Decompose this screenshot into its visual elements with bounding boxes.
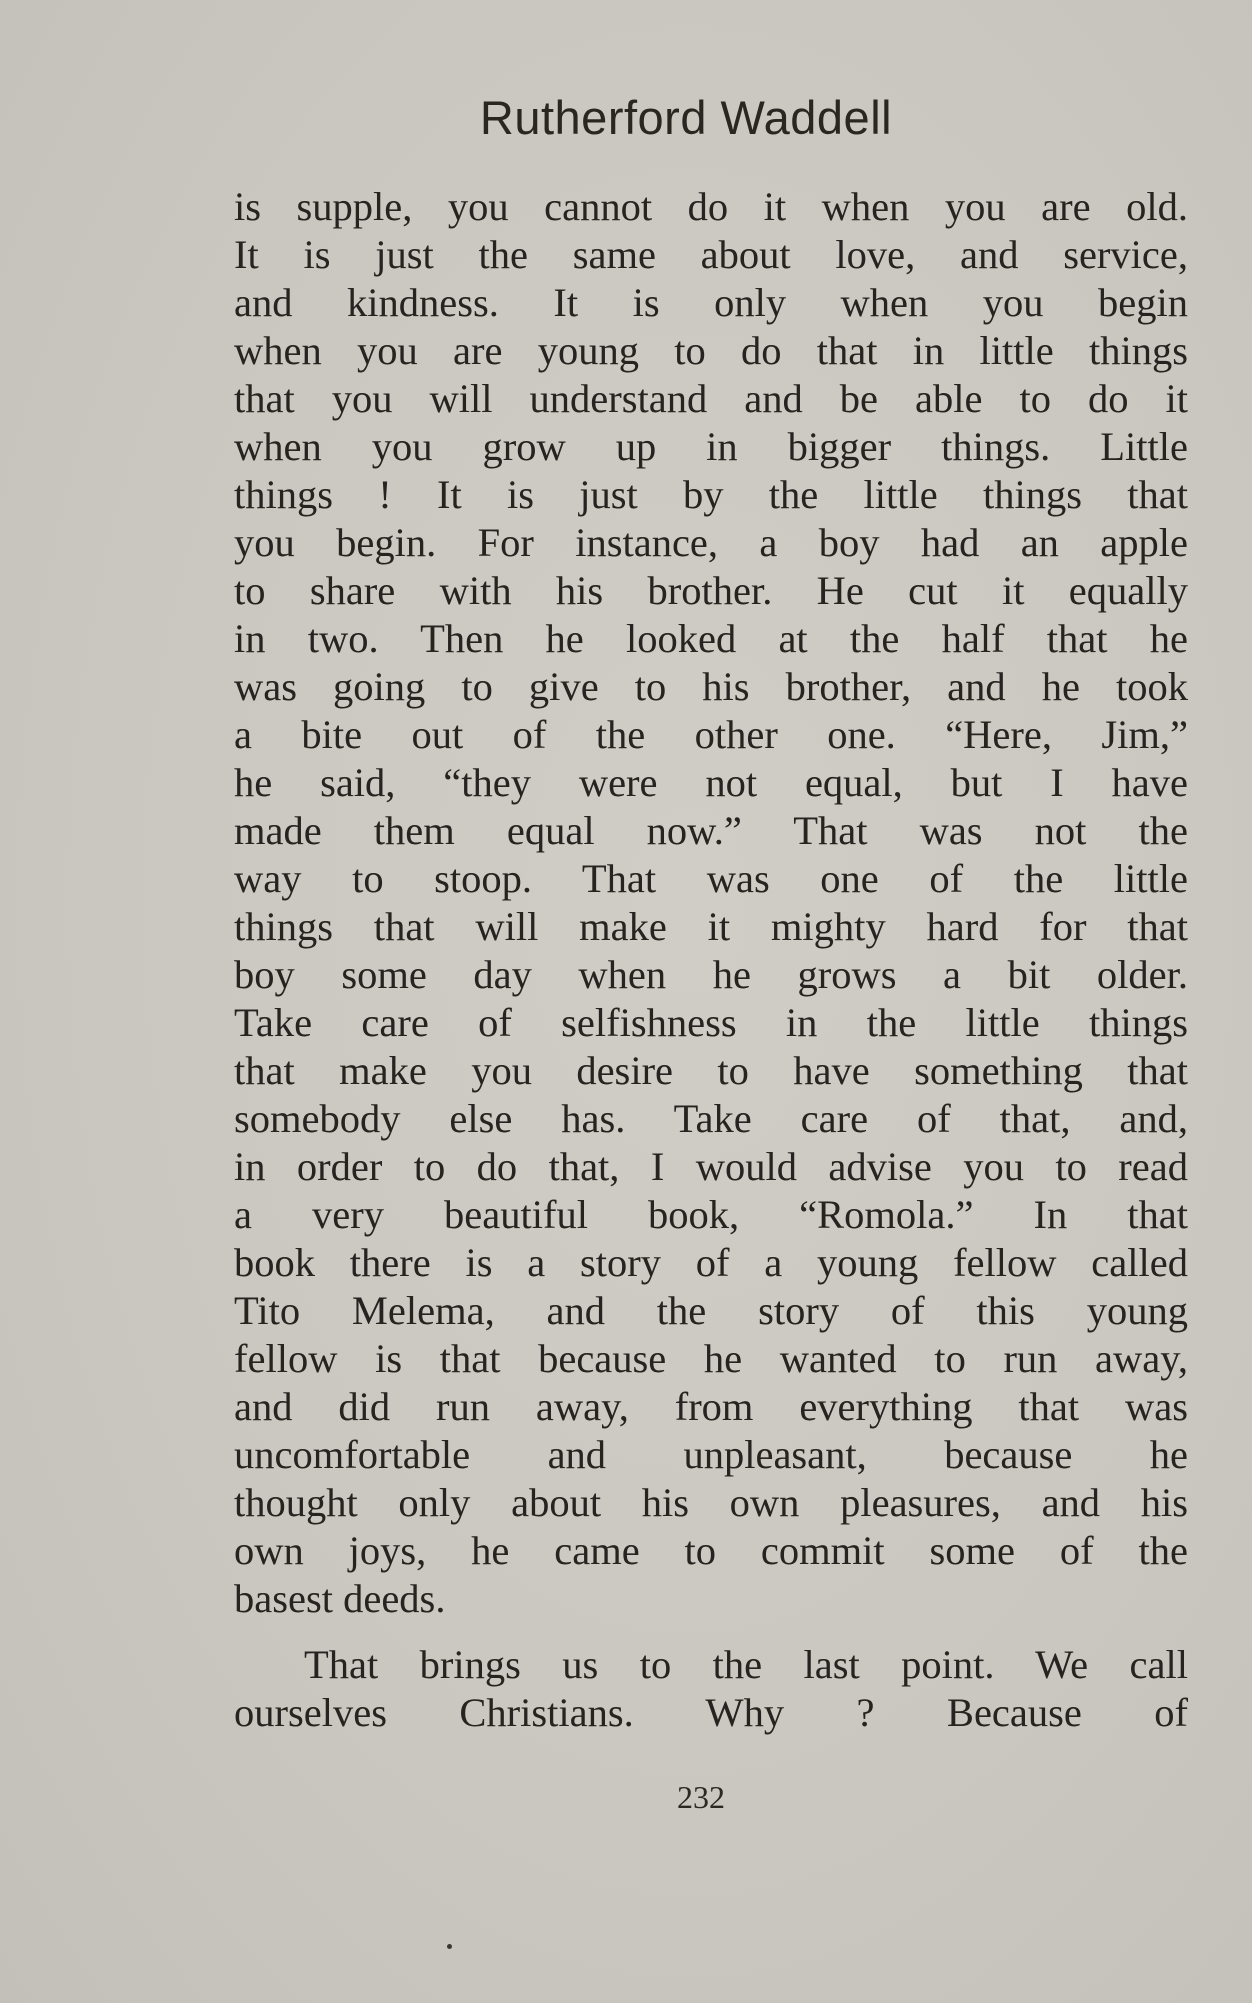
text-line: That brings us to the last point. We call: [304, 1642, 1188, 1687]
text-line: a very beautiful book, “Romola.” In that: [234, 1192, 1188, 1237]
text-line: It is just the same about love, and service,: [234, 232, 1188, 277]
text-line: in order to do that, I would advise you to read: [234, 1144, 1188, 1189]
text-line: boy some day when he grows a bit older.: [234, 952, 1188, 997]
text-line: own joys, he came to commit some of the: [234, 1528, 1188, 1573]
text-line: Tito Melema, and the story of this young: [234, 1288, 1188, 1333]
text-line: you begin. For instance, a boy had an apple: [234, 520, 1188, 565]
text-line: a bite out of the other one. “Here, Jim,”: [234, 712, 1188, 757]
text-line: book there is a story of a young fellow called: [234, 1240, 1188, 1285]
text-line: uncomfortable and unpleasant, because he: [234, 1432, 1188, 1477]
text-line: when you grow up in bigger things. Little: [234, 424, 1188, 469]
text-line: to share with his brother. He cut it equally: [234, 568, 1188, 613]
text-line: things that will make it mighty hard for that: [234, 904, 1188, 949]
text-line: that make you desire to have something that: [234, 1048, 1188, 1093]
text-line: and did run away, from everything that was: [234, 1384, 1188, 1429]
text-line: that you will understand and be able to do it: [234, 376, 1188, 421]
paper-speck: [447, 1944, 452, 1949]
text-line: ourselves Christians. Why ? Because of: [234, 1690, 1188, 1735]
body-text: [234, 183, 1188, 1737]
text-line: thought only about his own pleasures, and his: [234, 1480, 1188, 1525]
text-line: and kindness. It is only when you begin: [234, 280, 1188, 325]
paragraph-gap: [234, 1623, 1188, 1641]
text-line: things ! It is just by the little things that: [234, 472, 1188, 517]
text-line: is supple, you cannot do it when you are old.: [234, 184, 1188, 229]
text-line: when you are young to do that in little things: [234, 328, 1188, 373]
text-line: he said, “they were not equal, but I have: [234, 760, 1188, 805]
running-head: Rutherford Waddell: [479, 91, 893, 144]
text-line: made them equal now.” That was not the: [234, 808, 1188, 853]
text-line: was going to give to his brother, and he took: [234, 664, 1188, 709]
text-line: in two. Then he looked at the half that he: [234, 616, 1188, 661]
text-line: Take care of selfishness in the little things: [234, 1000, 1188, 1045]
page-number: 232: [677, 1779, 725, 1815]
text-line: basest deeds.: [234, 1576, 446, 1621]
text-line: way to stoop. That was one of the little: [234, 856, 1188, 901]
text-line: fellow is that because he wanted to run away,: [234, 1336, 1188, 1381]
text-line: somebody else has. Take care of that, and,: [234, 1096, 1188, 1141]
